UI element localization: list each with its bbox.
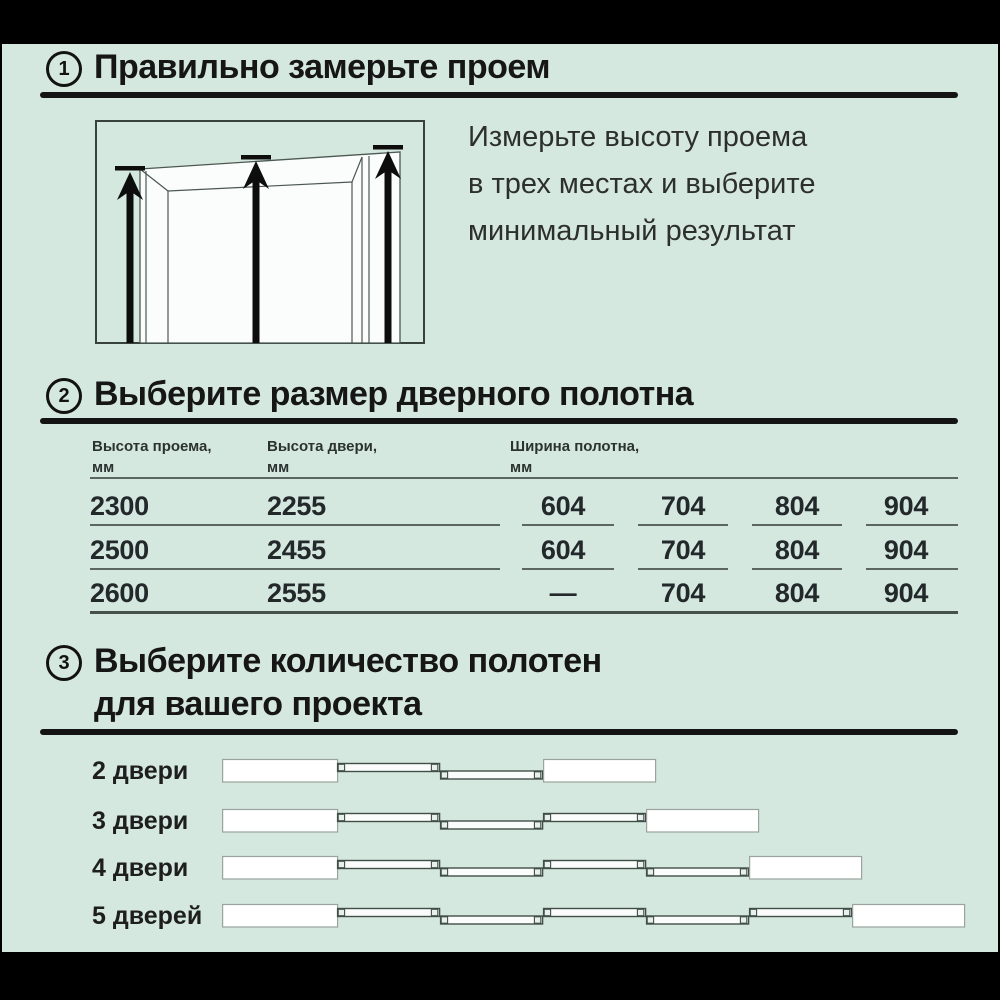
hinge-connector (431, 764, 437, 770)
hinge-connector (441, 772, 447, 778)
section1-number: 1 (58, 57, 70, 80)
parked-leaf (223, 905, 338, 928)
col-header-panel-width (510, 436, 639, 478)
col-header-unit: мм (92, 459, 115, 476)
hinge-connector (843, 909, 849, 915)
hinge-connector (647, 917, 653, 923)
parked-leaf (223, 760, 338, 783)
folding-panel (544, 909, 646, 917)
col-header-text: Высота двери, (267, 438, 378, 455)
door-count-label: 3 двери (92, 807, 189, 835)
hinge-connector (338, 814, 344, 820)
folding-panel (338, 909, 440, 917)
table-cell-height: 2455 (267, 534, 326, 565)
table-cell-height: 2500 (90, 534, 149, 565)
hinge-connector (534, 772, 540, 778)
hinge-connector (637, 814, 643, 820)
hinge-connector (740, 869, 746, 875)
hinge-connector (431, 909, 437, 915)
section3-title-line1: Выберите количество полотен (94, 642, 602, 680)
folding-door-diagram (222, 901, 966, 931)
folding-panel (750, 909, 852, 917)
table-cell-width: 704 (660, 490, 706, 521)
table-row-separator (638, 524, 728, 526)
hinge-connector (534, 822, 540, 828)
col-header-unit: мм (267, 459, 290, 476)
section1-title: Правильно замерьте проем (94, 48, 550, 86)
instruction-line: в трех местах и выберите (468, 168, 816, 200)
table-cell-width: 804 (774, 534, 820, 565)
door-count-label: 4 двери (92, 854, 189, 882)
table-cell-width: 904 (883, 490, 929, 521)
table-row (90, 487, 958, 525)
hinge-connector (534, 869, 540, 875)
opening-white-area (140, 152, 400, 343)
hinge-connector (431, 861, 437, 867)
table-cell-width: 704 (660, 577, 706, 608)
table-bottom-rule (90, 611, 958, 614)
hinge-connector (431, 814, 437, 820)
hinge-connector (338, 764, 344, 770)
section3-underline (40, 729, 958, 735)
table-row (90, 531, 958, 569)
hinge-connector (637, 861, 643, 867)
folding-door-diagram (222, 806, 760, 836)
parked-leaf (647, 810, 759, 833)
col-header-opening-height (92, 436, 212, 478)
hinge-connector (544, 814, 550, 820)
table-row-separator (522, 568, 614, 570)
hinge-connector (544, 909, 550, 915)
table-row-separator (866, 524, 958, 526)
folding-panel (338, 861, 440, 869)
folding-panel (441, 916, 543, 924)
door-opening-diagram (95, 120, 425, 345)
hinge-connector (750, 909, 756, 915)
folding-panel (338, 814, 440, 822)
section2-number-badge (46, 378, 82, 414)
parked-leaf (223, 810, 338, 833)
parked-leaf (853, 905, 965, 928)
parked-leaf (223, 857, 338, 880)
table-row-separator (866, 568, 958, 570)
folding-panel (338, 764, 440, 772)
section1-underline (40, 92, 958, 98)
hinge-connector (441, 917, 447, 923)
table-cell-width: — (549, 577, 577, 608)
table-header-rule (90, 477, 958, 479)
folding-panel (647, 868, 749, 876)
measure-instruction (468, 114, 815, 255)
table-cell-width: 604 (540, 534, 586, 565)
table-row-separator (752, 568, 842, 570)
folding-panel (544, 861, 646, 869)
door-count-label: 2 двери (92, 757, 189, 785)
folding-door-diagram (222, 853, 863, 883)
hinge-connector (740, 917, 746, 923)
section2-underline (40, 418, 958, 424)
table-row-separator (522, 524, 614, 526)
table-cell-height: 2555 (267, 577, 326, 608)
hinge-connector (534, 917, 540, 923)
table-cell-width: 904 (883, 534, 929, 565)
col-header-door-height (267, 436, 377, 478)
table-cell-width: 804 (774, 490, 820, 521)
section3-number: 3 (58, 651, 70, 674)
parked-leaf (750, 857, 862, 880)
folding-panel (441, 868, 543, 876)
hinge-connector (441, 869, 447, 875)
folding-door-diagram (222, 756, 657, 786)
section2-number: 2 (58, 384, 70, 407)
table-row-separator (90, 568, 500, 570)
table-row-separator (90, 524, 500, 526)
section3-title-line2: для вашего проекта (94, 685, 422, 723)
hinge-connector (544, 861, 550, 867)
table-cell-width: 704 (660, 534, 706, 565)
section2-title: Выберите размер дверного полотна (94, 375, 694, 413)
table-cell-width: 604 (540, 490, 586, 521)
table-cell-width: 904 (883, 577, 929, 608)
table-row-separator (752, 524, 842, 526)
table-cell-width: 804 (774, 577, 820, 608)
hinge-connector (338, 909, 344, 915)
col-header-text: Высота проема, (92, 438, 212, 455)
parked-leaf (544, 760, 656, 783)
section1-number-badge (46, 51, 82, 87)
table-cell-height: 2600 (90, 577, 149, 608)
hinge-connector (647, 869, 653, 875)
col-header-text: Ширина полотна, (510, 438, 640, 455)
folding-panel (647, 916, 749, 924)
section3-number-badge (46, 645, 82, 681)
instruction-line: Измерьте высоту проема (468, 121, 808, 153)
folding-panel (544, 814, 646, 822)
table-cell-height: 2255 (267, 490, 326, 521)
folding-panel (441, 771, 543, 779)
instruction-line: минимальный результат (468, 215, 796, 247)
hinge-connector (441, 822, 447, 828)
table-row-separator (638, 568, 728, 570)
table-cell-height: 2300 (90, 490, 149, 521)
door-count-label: 5 дверей (92, 902, 203, 930)
folding-panel (441, 821, 543, 829)
col-header-unit: мм (510, 459, 533, 476)
hinge-connector (338, 861, 344, 867)
hinge-connector (637, 909, 643, 915)
table-row (90, 574, 958, 612)
